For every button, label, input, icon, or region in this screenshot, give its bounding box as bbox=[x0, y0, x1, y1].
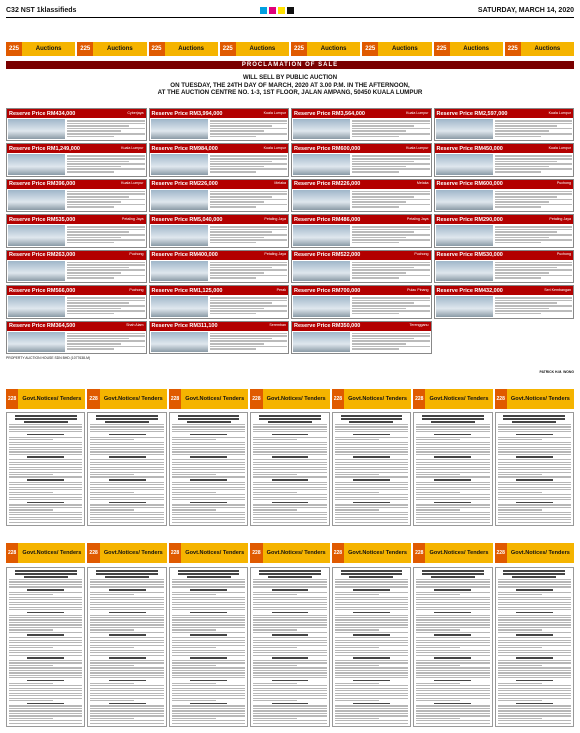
reserve-price-bar bbox=[7, 215, 146, 224]
property-location: Terengganu bbox=[409, 323, 429, 328]
reserve-price-bar bbox=[292, 109, 431, 118]
property-description bbox=[352, 190, 429, 210]
property-description bbox=[495, 225, 572, 245]
property-photo bbox=[8, 119, 65, 139]
reserve-price-bar bbox=[7, 322, 146, 331]
auction-tab: 225 Auctions bbox=[362, 42, 431, 56]
reserve-price: Reserve Price RM311,100 bbox=[151, 323, 218, 330]
auction-date-heading bbox=[6, 82, 574, 96]
property-location: Puchong bbox=[129, 252, 144, 257]
property-details bbox=[435, 295, 574, 317]
property-description bbox=[210, 190, 287, 210]
notice-column bbox=[6, 412, 85, 526]
reserve-price: Reserve Price RM535,000 bbox=[9, 216, 76, 223]
reserve-price-bar bbox=[150, 215, 289, 224]
property-card bbox=[6, 179, 147, 212]
property-description bbox=[352, 332, 429, 352]
property-details bbox=[150, 260, 289, 282]
property-location: Seremban bbox=[269, 323, 286, 328]
property-card bbox=[6, 321, 147, 354]
property-card bbox=[149, 143, 290, 176]
notice-tab: 228 Govt.Notices/ Tenders bbox=[495, 543, 574, 563]
property-location: Kuala Lumpur bbox=[121, 181, 144, 186]
property-details bbox=[150, 224, 289, 246]
auction-tab: 225 Auctions bbox=[220, 42, 289, 56]
property-card bbox=[291, 108, 432, 141]
property-location: Petaling Jaya bbox=[121, 216, 144, 221]
will-sell-heading: WILL SELL BY PUBLIC AUCTION bbox=[242, 75, 338, 81]
proclamation-title: PROCLAMATION OF SALE bbox=[6, 61, 574, 69]
property-details bbox=[7, 224, 146, 246]
property-card bbox=[434, 214, 575, 247]
notice-tab: 228 Govt.Notices/ Tenders bbox=[87, 389, 166, 409]
reserve-price: Reserve Price RM700,000 bbox=[294, 287, 361, 294]
property-photo bbox=[293, 119, 350, 139]
property-description bbox=[352, 119, 429, 139]
property-description bbox=[67, 261, 144, 281]
property-photo bbox=[293, 332, 350, 352]
reserve-price: Reserve Price RM3,994,000 bbox=[151, 110, 223, 117]
property-location: Cyberjaya bbox=[127, 110, 144, 115]
property-location: Kuala Lumpur bbox=[263, 110, 286, 115]
property-description bbox=[352, 261, 429, 281]
notice-tab: 228 Govt.Notices/ Tenders bbox=[6, 543, 85, 563]
property-description bbox=[67, 332, 144, 352]
page-header bbox=[6, 3, 574, 18]
property-details bbox=[7, 295, 146, 317]
notice-column bbox=[169, 567, 248, 727]
notice-column bbox=[169, 412, 248, 526]
notice-tab: 228 Govt.Notices/ Tenders bbox=[413, 389, 492, 409]
auction-tab: 225 Auctions bbox=[291, 42, 360, 56]
property-details bbox=[292, 224, 431, 246]
property-location: Kuala Lumpur bbox=[406, 110, 429, 115]
property-details bbox=[435, 224, 574, 246]
reserve-price-bar bbox=[435, 251, 574, 260]
notices-tab-strip bbox=[6, 389, 574, 409]
property-photo bbox=[436, 154, 493, 174]
property-photo bbox=[293, 154, 350, 174]
property-description bbox=[67, 154, 144, 174]
property-details bbox=[435, 189, 574, 211]
property-location: Puchong bbox=[414, 252, 429, 257]
property-details bbox=[150, 189, 289, 211]
auction-tab-strip bbox=[6, 42, 574, 56]
reserve-price-bar bbox=[150, 322, 289, 331]
property-details bbox=[292, 295, 431, 317]
property-photo bbox=[293, 261, 350, 281]
notice-tab: 228 Govt.Notices/ Tenders bbox=[413, 543, 492, 563]
property-listing-grid bbox=[6, 108, 574, 354]
property-description bbox=[210, 261, 287, 281]
property-description bbox=[210, 119, 287, 139]
reserve-price: Reserve Price RM400,000 bbox=[151, 252, 218, 259]
property-location: Petaling Jaya bbox=[549, 216, 571, 221]
property-photo bbox=[436, 119, 493, 139]
notice-tab: 228 Govt.Notices/ Tenders bbox=[332, 543, 411, 563]
property-photo bbox=[151, 154, 208, 174]
reserve-price: Reserve Price RM263,000 bbox=[9, 252, 76, 259]
reserve-price: Reserve Price RM226,000 bbox=[151, 181, 218, 188]
notices-tab-strip-2 bbox=[6, 543, 574, 563]
property-photo bbox=[151, 190, 208, 210]
property-photo bbox=[151, 225, 208, 245]
reserve-price-bar bbox=[7, 144, 146, 153]
notice-tab: 228 Govt.Notices/ Tenders bbox=[250, 543, 329, 563]
property-details bbox=[292, 118, 431, 140]
property-location: Puchong bbox=[556, 181, 571, 186]
notice-tab: 228 Govt.Notices/ Tenders bbox=[250, 389, 329, 409]
property-card bbox=[6, 143, 147, 176]
property-photo bbox=[8, 332, 65, 352]
reserve-price-bar bbox=[292, 144, 431, 153]
reserve-price-bar bbox=[150, 144, 289, 153]
property-location: Melaka bbox=[416, 181, 429, 186]
property-details bbox=[435, 260, 574, 282]
property-photo bbox=[436, 296, 493, 316]
property-description bbox=[67, 190, 144, 210]
property-details bbox=[150, 118, 289, 140]
property-card bbox=[149, 321, 290, 354]
notice-tab: 228 Govt.Notices/ Tenders bbox=[6, 389, 85, 409]
reserve-price: Reserve Price RM1,125,000 bbox=[151, 287, 223, 294]
reserve-price-bar bbox=[150, 109, 289, 118]
notice-column bbox=[332, 412, 411, 526]
property-details bbox=[150, 295, 289, 317]
property-details bbox=[7, 153, 146, 175]
property-location: Melaka bbox=[274, 181, 286, 186]
property-photo bbox=[151, 332, 208, 352]
reserve-price: Reserve Price RM522,000 bbox=[294, 252, 361, 259]
reserve-price: Reserve Price RM434,000 bbox=[9, 110, 76, 117]
notices-row bbox=[6, 412, 574, 526]
property-card bbox=[434, 108, 575, 141]
notice-column bbox=[87, 567, 166, 727]
reserve-price-bar bbox=[435, 109, 574, 118]
property-details bbox=[292, 153, 431, 175]
property-description bbox=[495, 119, 572, 139]
auction-tab: 225 Auctions bbox=[434, 42, 503, 56]
notice-column bbox=[495, 567, 574, 727]
property-location: Kuala Lumpur bbox=[406, 146, 429, 151]
property-card bbox=[434, 285, 575, 318]
property-location: Puchong bbox=[556, 252, 571, 257]
auction-tab: 225 Auctions bbox=[149, 42, 218, 56]
property-details bbox=[7, 331, 146, 353]
auction-date-line: ON TUESDAY, THE 24TH DAY OF MARCH, 2020 AT 3.00 P.M. IN THE AFTERNOON, bbox=[170, 82, 410, 89]
property-card bbox=[6, 250, 147, 283]
reserve-price: Reserve Price RM5,040,000 bbox=[151, 216, 223, 223]
property-description bbox=[67, 119, 144, 139]
reserve-price-bar bbox=[292, 251, 431, 260]
property-description bbox=[210, 332, 287, 352]
property-details bbox=[150, 331, 289, 353]
property-description bbox=[495, 261, 572, 281]
property-location: Petaling Jaya bbox=[406, 216, 429, 221]
property-card bbox=[149, 214, 290, 247]
reserve-price-bar bbox=[7, 251, 146, 260]
property-location: Kuala Lumpur bbox=[263, 146, 286, 151]
property-photo bbox=[293, 225, 350, 245]
reserve-price: Reserve Price RM350,000 bbox=[294, 323, 361, 330]
property-description bbox=[210, 154, 287, 174]
property-description bbox=[352, 296, 429, 316]
property-description bbox=[495, 154, 572, 174]
property-details bbox=[292, 331, 431, 353]
reserve-price: Reserve Price RM396,000 bbox=[9, 181, 76, 188]
property-photo bbox=[293, 296, 350, 316]
notice-tab: 228 Govt.Notices/ Tenders bbox=[169, 543, 248, 563]
notices-row-2 bbox=[6, 567, 574, 727]
notice-tab: 228 Govt.Notices/ Tenders bbox=[495, 389, 574, 409]
reserve-price-bar bbox=[292, 215, 431, 224]
auctioneer-contact: PROPERTY AUCTION HOUSE SDN BHD (1077638-M) bbox=[6, 356, 91, 360]
property-photo bbox=[436, 225, 493, 245]
reserve-price-bar bbox=[150, 251, 289, 260]
reserve-price: Reserve Price RM432,000 bbox=[436, 287, 503, 294]
reserve-price: Reserve Price RM1,249,000 bbox=[9, 145, 80, 152]
notice-tab: 228 Govt.Notices/ Tenders bbox=[169, 389, 248, 409]
property-card bbox=[149, 285, 290, 318]
notice-column bbox=[413, 567, 492, 727]
notice-column bbox=[495, 412, 574, 526]
reserve-price-bar bbox=[7, 180, 146, 189]
reserve-price: Reserve Price RM600,000 bbox=[436, 181, 503, 188]
reserve-price-bar bbox=[292, 322, 431, 331]
reserve-price-bar bbox=[292, 180, 431, 189]
reserve-price: Reserve Price RM486,000 bbox=[294, 216, 361, 223]
property-card bbox=[291, 179, 432, 212]
property-card bbox=[6, 285, 147, 318]
property-details bbox=[435, 118, 574, 140]
auctioneer-signature: PATRICK H.M. WONG bbox=[539, 370, 574, 374]
notice-column bbox=[6, 567, 85, 727]
property-photo bbox=[8, 190, 65, 210]
property-location: Seri Kembangan bbox=[544, 287, 571, 292]
auction-tab: 225 Auctions bbox=[77, 42, 146, 56]
property-card bbox=[434, 143, 575, 176]
reserve-price-bar bbox=[435, 180, 574, 189]
property-description bbox=[352, 154, 429, 174]
notice-column bbox=[250, 567, 329, 727]
property-photo bbox=[8, 225, 65, 245]
property-description bbox=[67, 225, 144, 245]
property-photo bbox=[151, 296, 208, 316]
property-photo bbox=[8, 296, 65, 316]
auction-footer bbox=[6, 356, 574, 386]
notice-column bbox=[250, 412, 329, 526]
reserve-price-bar bbox=[435, 215, 574, 224]
property-location: Perak bbox=[276, 287, 286, 292]
reserve-price: Reserve Price RM984,000 bbox=[151, 145, 218, 152]
reserve-price: Reserve Price RM450,000 bbox=[436, 145, 503, 152]
page-date: SATURDAY, MARCH 14, 2020 bbox=[477, 6, 574, 14]
property-description bbox=[495, 296, 572, 316]
property-card bbox=[434, 321, 575, 354]
property-description bbox=[210, 296, 287, 316]
property-location: Shah Alam bbox=[126, 323, 144, 328]
reserve-price: Reserve Price RM3,564,000 bbox=[294, 110, 365, 117]
property-description bbox=[210, 225, 287, 245]
property-card bbox=[291, 214, 432, 247]
property-details bbox=[7, 118, 146, 140]
reserve-price-bar bbox=[150, 286, 289, 295]
property-photo bbox=[436, 261, 493, 281]
reserve-price-bar bbox=[435, 144, 574, 153]
property-details bbox=[150, 153, 289, 175]
reserve-price-bar bbox=[7, 286, 146, 295]
reserve-price: Reserve Price RM2,597,000 bbox=[436, 110, 508, 117]
notice-column bbox=[332, 567, 411, 727]
property-card bbox=[6, 108, 147, 141]
color-registration-marks bbox=[260, 7, 294, 14]
property-location: Kuala Lumpur bbox=[548, 146, 571, 151]
auction-tab: 225 Auctions bbox=[505, 42, 574, 56]
property-location: Kuala Lumpur bbox=[121, 146, 144, 151]
property-photo bbox=[436, 190, 493, 210]
property-location: Pulau Pinang bbox=[407, 287, 429, 292]
property-description bbox=[67, 296, 144, 316]
property-photo bbox=[8, 154, 65, 174]
property-card bbox=[149, 179, 290, 212]
property-card bbox=[291, 321, 432, 354]
property-card bbox=[434, 250, 575, 283]
reserve-price-bar bbox=[435, 286, 574, 295]
property-details bbox=[7, 189, 146, 211]
property-card bbox=[149, 250, 290, 283]
reserve-price: Reserve Price RM566,000 bbox=[9, 287, 76, 294]
reserve-price-bar bbox=[292, 286, 431, 295]
reserve-price-bar bbox=[150, 180, 289, 189]
reserve-price-bar bbox=[7, 109, 146, 118]
property-description bbox=[352, 225, 429, 245]
reserve-price: Reserve Price RM364,500 bbox=[9, 323, 76, 330]
property-details bbox=[7, 260, 146, 282]
property-card bbox=[291, 143, 432, 176]
property-details bbox=[435, 153, 574, 175]
property-card bbox=[149, 108, 290, 141]
notice-column bbox=[413, 412, 492, 526]
property-photo bbox=[151, 119, 208, 139]
page-section-label: C32 NST 1klassifieds bbox=[6, 6, 77, 14]
reserve-price: Reserve Price RM530,000 bbox=[436, 252, 503, 259]
auction-tab: 225 Auctions bbox=[6, 42, 75, 56]
property-card bbox=[6, 214, 147, 247]
reserve-price: Reserve Price RM600,000 bbox=[294, 145, 361, 152]
notice-column bbox=[87, 412, 166, 526]
property-photo bbox=[151, 261, 208, 281]
property-location: Petaling Jaya bbox=[264, 216, 286, 221]
property-location: Puchong bbox=[129, 287, 144, 292]
property-photo bbox=[8, 261, 65, 281]
auction-venue-line: AT THE AUCTION CENTRE NO. 1-3, 1ST FLOOR, JALAN AMPANG, 50450 KUALA LUMPUR bbox=[157, 89, 423, 96]
property-card bbox=[434, 179, 575, 212]
property-photo bbox=[293, 190, 350, 210]
notice-tab: 228 Govt.Notices/ Tenders bbox=[332, 389, 411, 409]
notice-tab: 228 Govt.Notices/ Tenders bbox=[87, 543, 166, 563]
reserve-price: Reserve Price RM226,000 bbox=[294, 181, 361, 188]
property-details bbox=[292, 260, 431, 282]
property-location: Kuala Lumpur bbox=[548, 110, 571, 115]
property-details bbox=[292, 189, 431, 211]
property-card bbox=[291, 250, 432, 283]
property-location: Petaling Jaya bbox=[264, 252, 286, 257]
reserve-price: Reserve Price RM290,000 bbox=[436, 216, 503, 223]
property-description bbox=[495, 190, 572, 210]
property-card bbox=[291, 285, 432, 318]
